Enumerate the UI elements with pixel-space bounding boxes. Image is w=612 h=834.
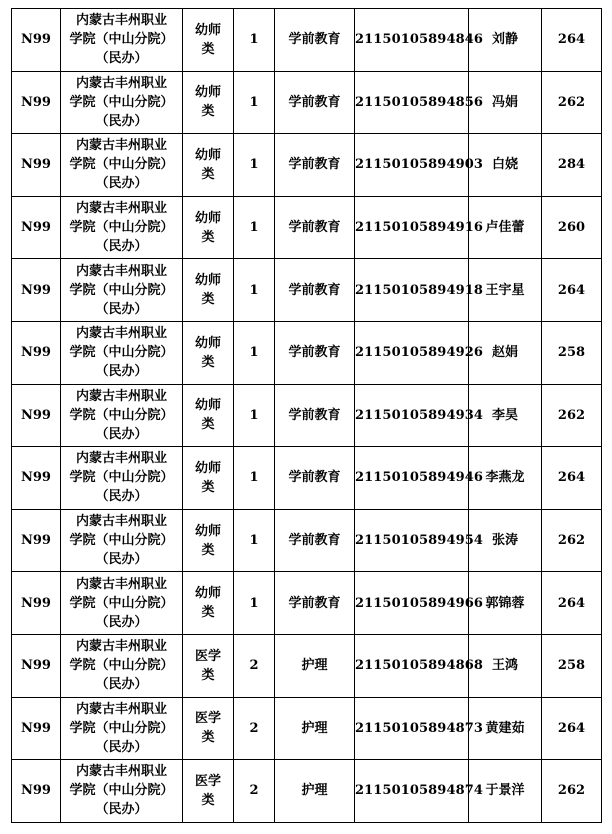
school-name-line: （民办）	[95, 739, 148, 755]
school-code-cell: N99	[12, 447, 61, 510]
school-code-cell: N99	[12, 384, 61, 447]
major-cell: 学前教育	[275, 9, 355, 72]
school-name-line: 内蒙古丰州职业	[75, 263, 167, 279]
category-cell	[183, 447, 234, 510]
student-name-cell: 卢佳蕾	[469, 196, 542, 259]
school-name-cell	[61, 634, 183, 697]
major-cell: 护理	[275, 634, 355, 697]
student-name-cell: 王宇星	[469, 259, 542, 322]
score-cell: 262	[542, 509, 602, 572]
school-name-cell	[61, 321, 183, 384]
table-row	[12, 572, 602, 635]
exam-id-cell: 21150105894954	[355, 509, 469, 572]
school-name-line: 内蒙古丰州职业	[75, 514, 167, 530]
school-name-line: 学院（中山分院）	[69, 345, 174, 361]
major-cell: 护理	[275, 760, 355, 823]
exam-id-cell: 21150105894966	[355, 572, 469, 635]
school-name-line: 内蒙古丰州职业	[75, 201, 167, 217]
batch-cell: 1	[234, 259, 275, 322]
school-code-cell: N99	[12, 509, 61, 572]
major-cell: 学前教育	[275, 572, 355, 635]
major-cell: 学前教育	[275, 384, 355, 447]
category-line: 医学	[194, 773, 221, 789]
category-cell	[183, 134, 234, 197]
school-name-cell	[61, 9, 183, 72]
admission-table	[11, 8, 602, 823]
category-line: 幼师	[194, 85, 221, 101]
admission-list-sheet	[11, 8, 601, 823]
major-cell: 学前教育	[275, 134, 355, 197]
category-cell	[183, 634, 234, 697]
school-name-line: 内蒙古丰州职业	[75, 639, 167, 655]
school-name-line: （民办）	[95, 802, 148, 818]
school-name-line: （民办）	[95, 677, 148, 693]
student-name-cell: 刘静	[469, 9, 542, 72]
school-name-line: 内蒙古丰州职业	[75, 138, 167, 154]
school-name-cell	[61, 196, 183, 259]
category-line: 幼师	[194, 523, 221, 539]
category-cell	[183, 259, 234, 322]
category-line: 类	[201, 479, 215, 495]
table-row	[12, 259, 602, 322]
category-line: 幼师	[194, 398, 221, 414]
score-cell: 262	[542, 760, 602, 823]
exam-id-cell: 21150105894918	[355, 259, 469, 322]
school-name-line: （民办）	[95, 301, 148, 317]
score-cell: 262	[542, 384, 602, 447]
batch-cell: 1	[234, 509, 275, 572]
batch-cell: 1	[234, 572, 275, 635]
school-name-cell	[61, 509, 183, 572]
score-cell: 262	[542, 71, 602, 134]
category-cell	[183, 760, 234, 823]
school-name-line: （民办）	[95, 614, 148, 630]
category-line: 类	[201, 354, 215, 370]
school-name-line: 学院（中山分院）	[69, 720, 174, 736]
school-name-cell	[61, 697, 183, 760]
category-line: 类	[201, 104, 215, 120]
school-name-line: 内蒙古丰州职业	[75, 13, 167, 29]
category-line: 类	[201, 417, 215, 433]
batch-cell: 1	[234, 384, 275, 447]
school-name-line: （民办）	[95, 426, 148, 442]
school-name-line: 学院（中山分院）	[69, 533, 174, 549]
category-cell	[183, 321, 234, 384]
table-row	[12, 697, 602, 760]
school-code-cell: N99	[12, 9, 61, 72]
batch-cell: 1	[234, 321, 275, 384]
exam-id-cell: 21150105894856	[355, 71, 469, 134]
table-body	[12, 9, 602, 823]
school-code-cell: N99	[12, 634, 61, 697]
school-name-line: 内蒙古丰州职业	[75, 701, 167, 717]
category-line: 幼师	[194, 147, 221, 163]
school-name-line: （民办）	[95, 552, 148, 568]
score-cell: 264	[542, 697, 602, 760]
batch-cell: 1	[234, 196, 275, 259]
school-name-line: 学院（中山分院）	[69, 783, 174, 799]
school-name-line: 学院（中山分院）	[69, 282, 174, 298]
school-name-cell	[61, 760, 183, 823]
school-name-line: （民办）	[95, 51, 148, 67]
major-cell: 学前教育	[275, 321, 355, 384]
school-name-line: 内蒙古丰州职业	[75, 326, 167, 342]
score-cell: 258	[542, 634, 602, 697]
table-row	[12, 196, 602, 259]
student-name-cell: 赵娟	[469, 321, 542, 384]
batch-cell: 1	[234, 134, 275, 197]
student-name-cell: 于景洋	[469, 760, 542, 823]
school-name-line: 学院（中山分院）	[69, 32, 174, 48]
student-name-cell: 李燕龙	[469, 447, 542, 510]
school-name-line: （民办）	[95, 364, 148, 380]
exam-id-cell: 21150105894946	[355, 447, 469, 510]
school-name-line: 学院（中山分院）	[69, 470, 174, 486]
school-name-line: 内蒙古丰州职业	[75, 764, 167, 780]
category-line: 类	[201, 229, 215, 245]
score-cell: 264	[542, 9, 602, 72]
category-cell	[183, 71, 234, 134]
table-row	[12, 71, 602, 134]
category-line: 类	[201, 166, 215, 182]
school-name-line: （民办）	[95, 113, 148, 129]
exam-id-cell: 21150105894926	[355, 321, 469, 384]
category-line: 幼师	[194, 273, 221, 289]
category-cell	[183, 572, 234, 635]
category-cell	[183, 509, 234, 572]
category-line: 类	[201, 605, 215, 621]
batch-cell: 1	[234, 71, 275, 134]
score-cell: 258	[542, 321, 602, 384]
school-name-line: 学院（中山分院）	[69, 595, 174, 611]
category-line: 幼师	[194, 460, 221, 476]
major-cell: 学前教育	[275, 509, 355, 572]
category-line: 幼师	[194, 335, 221, 351]
batch-cell: 2	[234, 697, 275, 760]
exam-id-cell: 21150105894873	[355, 697, 469, 760]
score-cell: 264	[542, 572, 602, 635]
exam-id-cell: 21150105894846	[355, 9, 469, 72]
category-line: 类	[201, 41, 215, 57]
major-cell: 学前教育	[275, 259, 355, 322]
school-code-cell: N99	[12, 196, 61, 259]
category-line: 幼师	[194, 22, 221, 38]
school-name-line: 学院（中山分院）	[69, 157, 174, 173]
school-name-cell	[61, 71, 183, 134]
school-name-line: （民办）	[95, 239, 148, 255]
category-line: 类	[201, 292, 215, 308]
exam-id-cell: 21150105894903	[355, 134, 469, 197]
major-cell: 学前教育	[275, 196, 355, 259]
score-cell: 284	[542, 134, 602, 197]
school-name-cell	[61, 259, 183, 322]
school-name-line: 内蒙古丰州职业	[75, 451, 167, 467]
table-row	[12, 321, 602, 384]
category-cell	[183, 9, 234, 72]
student-name-cell: 黄建茹	[469, 697, 542, 760]
school-name-line: 内蒙古丰州职业	[75, 576, 167, 592]
major-cell: 学前教育	[275, 71, 355, 134]
category-line: 医学	[194, 648, 221, 664]
exam-id-cell: 21150105894934	[355, 384, 469, 447]
table-row	[12, 134, 602, 197]
batch-cell: 2	[234, 760, 275, 823]
category-cell	[183, 697, 234, 760]
table-row	[12, 384, 602, 447]
school-name-cell	[61, 134, 183, 197]
school-name-cell	[61, 447, 183, 510]
student-name-cell: 张涛	[469, 509, 542, 572]
school-name-line: 学院（中山分院）	[69, 658, 174, 674]
category-cell	[183, 196, 234, 259]
student-name-cell: 冯娟	[469, 71, 542, 134]
school-name-line: 内蒙古丰州职业	[75, 75, 167, 91]
school-name-cell	[61, 384, 183, 447]
batch-cell: 1	[234, 447, 275, 510]
score-cell: 264	[542, 259, 602, 322]
exam-id-cell: 21150105894874	[355, 760, 469, 823]
table-row	[12, 9, 602, 72]
category-line: 幼师	[194, 210, 221, 226]
student-name-cell: 李昊	[469, 384, 542, 447]
major-cell: 学前教育	[275, 447, 355, 510]
category-line: 医学	[194, 711, 221, 727]
exam-id-cell: 21150105894868	[355, 634, 469, 697]
student-name-cell: 白娆	[469, 134, 542, 197]
student-name-cell: 郭锦蓉	[469, 572, 542, 635]
school-name-line: （民办）	[95, 489, 148, 505]
category-line: 类	[201, 542, 215, 558]
score-cell: 260	[542, 196, 602, 259]
category-cell	[183, 384, 234, 447]
school-code-cell: N99	[12, 321, 61, 384]
school-code-cell: N99	[12, 697, 61, 760]
score-cell: 264	[542, 447, 602, 510]
category-line: 类	[201, 730, 215, 746]
student-name-cell: 王鸿	[469, 634, 542, 697]
school-code-cell: N99	[12, 71, 61, 134]
school-name-line: 学院（中山分院）	[69, 407, 174, 423]
category-line: 类	[201, 667, 215, 683]
school-code-cell: N99	[12, 259, 61, 322]
table-row	[12, 760, 602, 823]
major-cell: 护理	[275, 697, 355, 760]
category-line: 幼师	[194, 586, 221, 602]
table-row	[12, 634, 602, 697]
table-row	[12, 509, 602, 572]
school-name-line: 学院（中山分院）	[69, 94, 174, 110]
table-row	[12, 447, 602, 510]
school-name-line: （民办）	[95, 176, 148, 192]
school-code-cell: N99	[12, 760, 61, 823]
exam-id-cell: 21150105894916	[355, 196, 469, 259]
batch-cell: 1	[234, 9, 275, 72]
batch-cell: 2	[234, 634, 275, 697]
school-code-cell: N99	[12, 134, 61, 197]
school-name-line: 内蒙古丰州职业	[75, 388, 167, 404]
school-name-line: 学院（中山分院）	[69, 220, 174, 236]
school-name-cell	[61, 572, 183, 635]
school-code-cell: N99	[12, 572, 61, 635]
category-line: 类	[201, 792, 215, 808]
